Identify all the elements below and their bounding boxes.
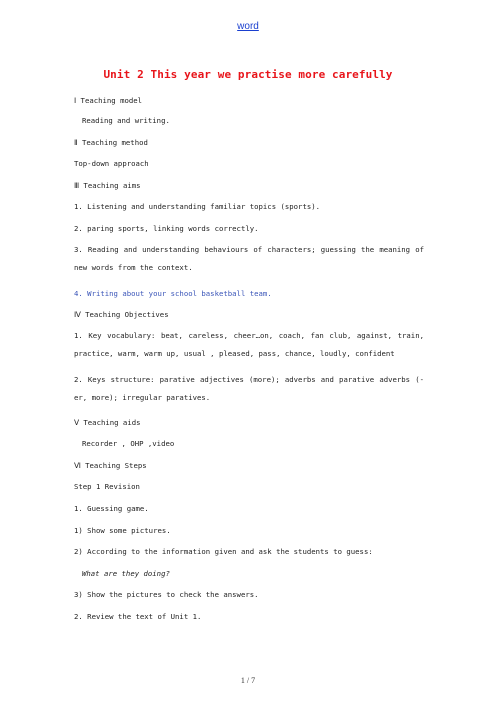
section-heading-teaching-method: Ⅱ Teaching method	[74, 138, 148, 147]
list-item: 2. Review the text of Unit 1.	[74, 612, 202, 621]
text-line: Reading and writing.	[82, 116, 170, 125]
list-item: 1. Listening and understanding familiar topics (sports).	[74, 202, 321, 211]
list-item: 2. paring sports, linking words correctly.	[74, 224, 259, 233]
page-header-word[interactable]: word	[237, 21, 259, 32]
list-item: 3) Show the pictures to check the answers.	[74, 590, 259, 599]
section-heading-teaching-aids: Ⅴ Teaching aids	[74, 418, 141, 427]
list-item: 1. Key vocabulary: beat, careless, cheer…on, coach, fan club, against, train, practice, warm, warm up, usual , pleased, pass, chance, loudly, confident	[74, 331, 424, 358]
list-item: 1. Guessing game.	[74, 504, 149, 513]
list-item: 1) Show some pictures.	[74, 526, 171, 535]
page-number: 1 / 7	[240, 676, 256, 685]
step-heading: Step 1 Revision	[74, 482, 140, 491]
text-line: Recorder , OHP ,video	[82, 439, 175, 448]
section-heading-teaching-aims: Ⅲ Teaching aims	[74, 181, 141, 190]
section-heading-teaching-steps: Ⅵ Teaching Steps	[74, 461, 147, 470]
text-line: Top-down approach	[74, 159, 149, 168]
list-item: 2. Keys structure: parative adjectives (more); adverbs and parative adverbs (-er, more); irregular paratives.	[74, 375, 424, 402]
list-item: 3. Reading and understanding behaviours of characters; guessing the meaning of new words from the context.	[74, 245, 424, 272]
section-heading-teaching-model: Ⅰ Teaching model	[74, 96, 143, 105]
list-item: 4. Writing about your school basketball team.	[74, 289, 272, 298]
section-heading-teaching-objectives: Ⅳ Teaching Objectives	[74, 310, 169, 319]
list-item: 2) According to the information given and ask the students to guess:	[74, 547, 373, 556]
document-title: Unit 2 This year we practise more carefully	[103, 68, 393, 81]
question-text: What are they doing?	[82, 569, 170, 578]
